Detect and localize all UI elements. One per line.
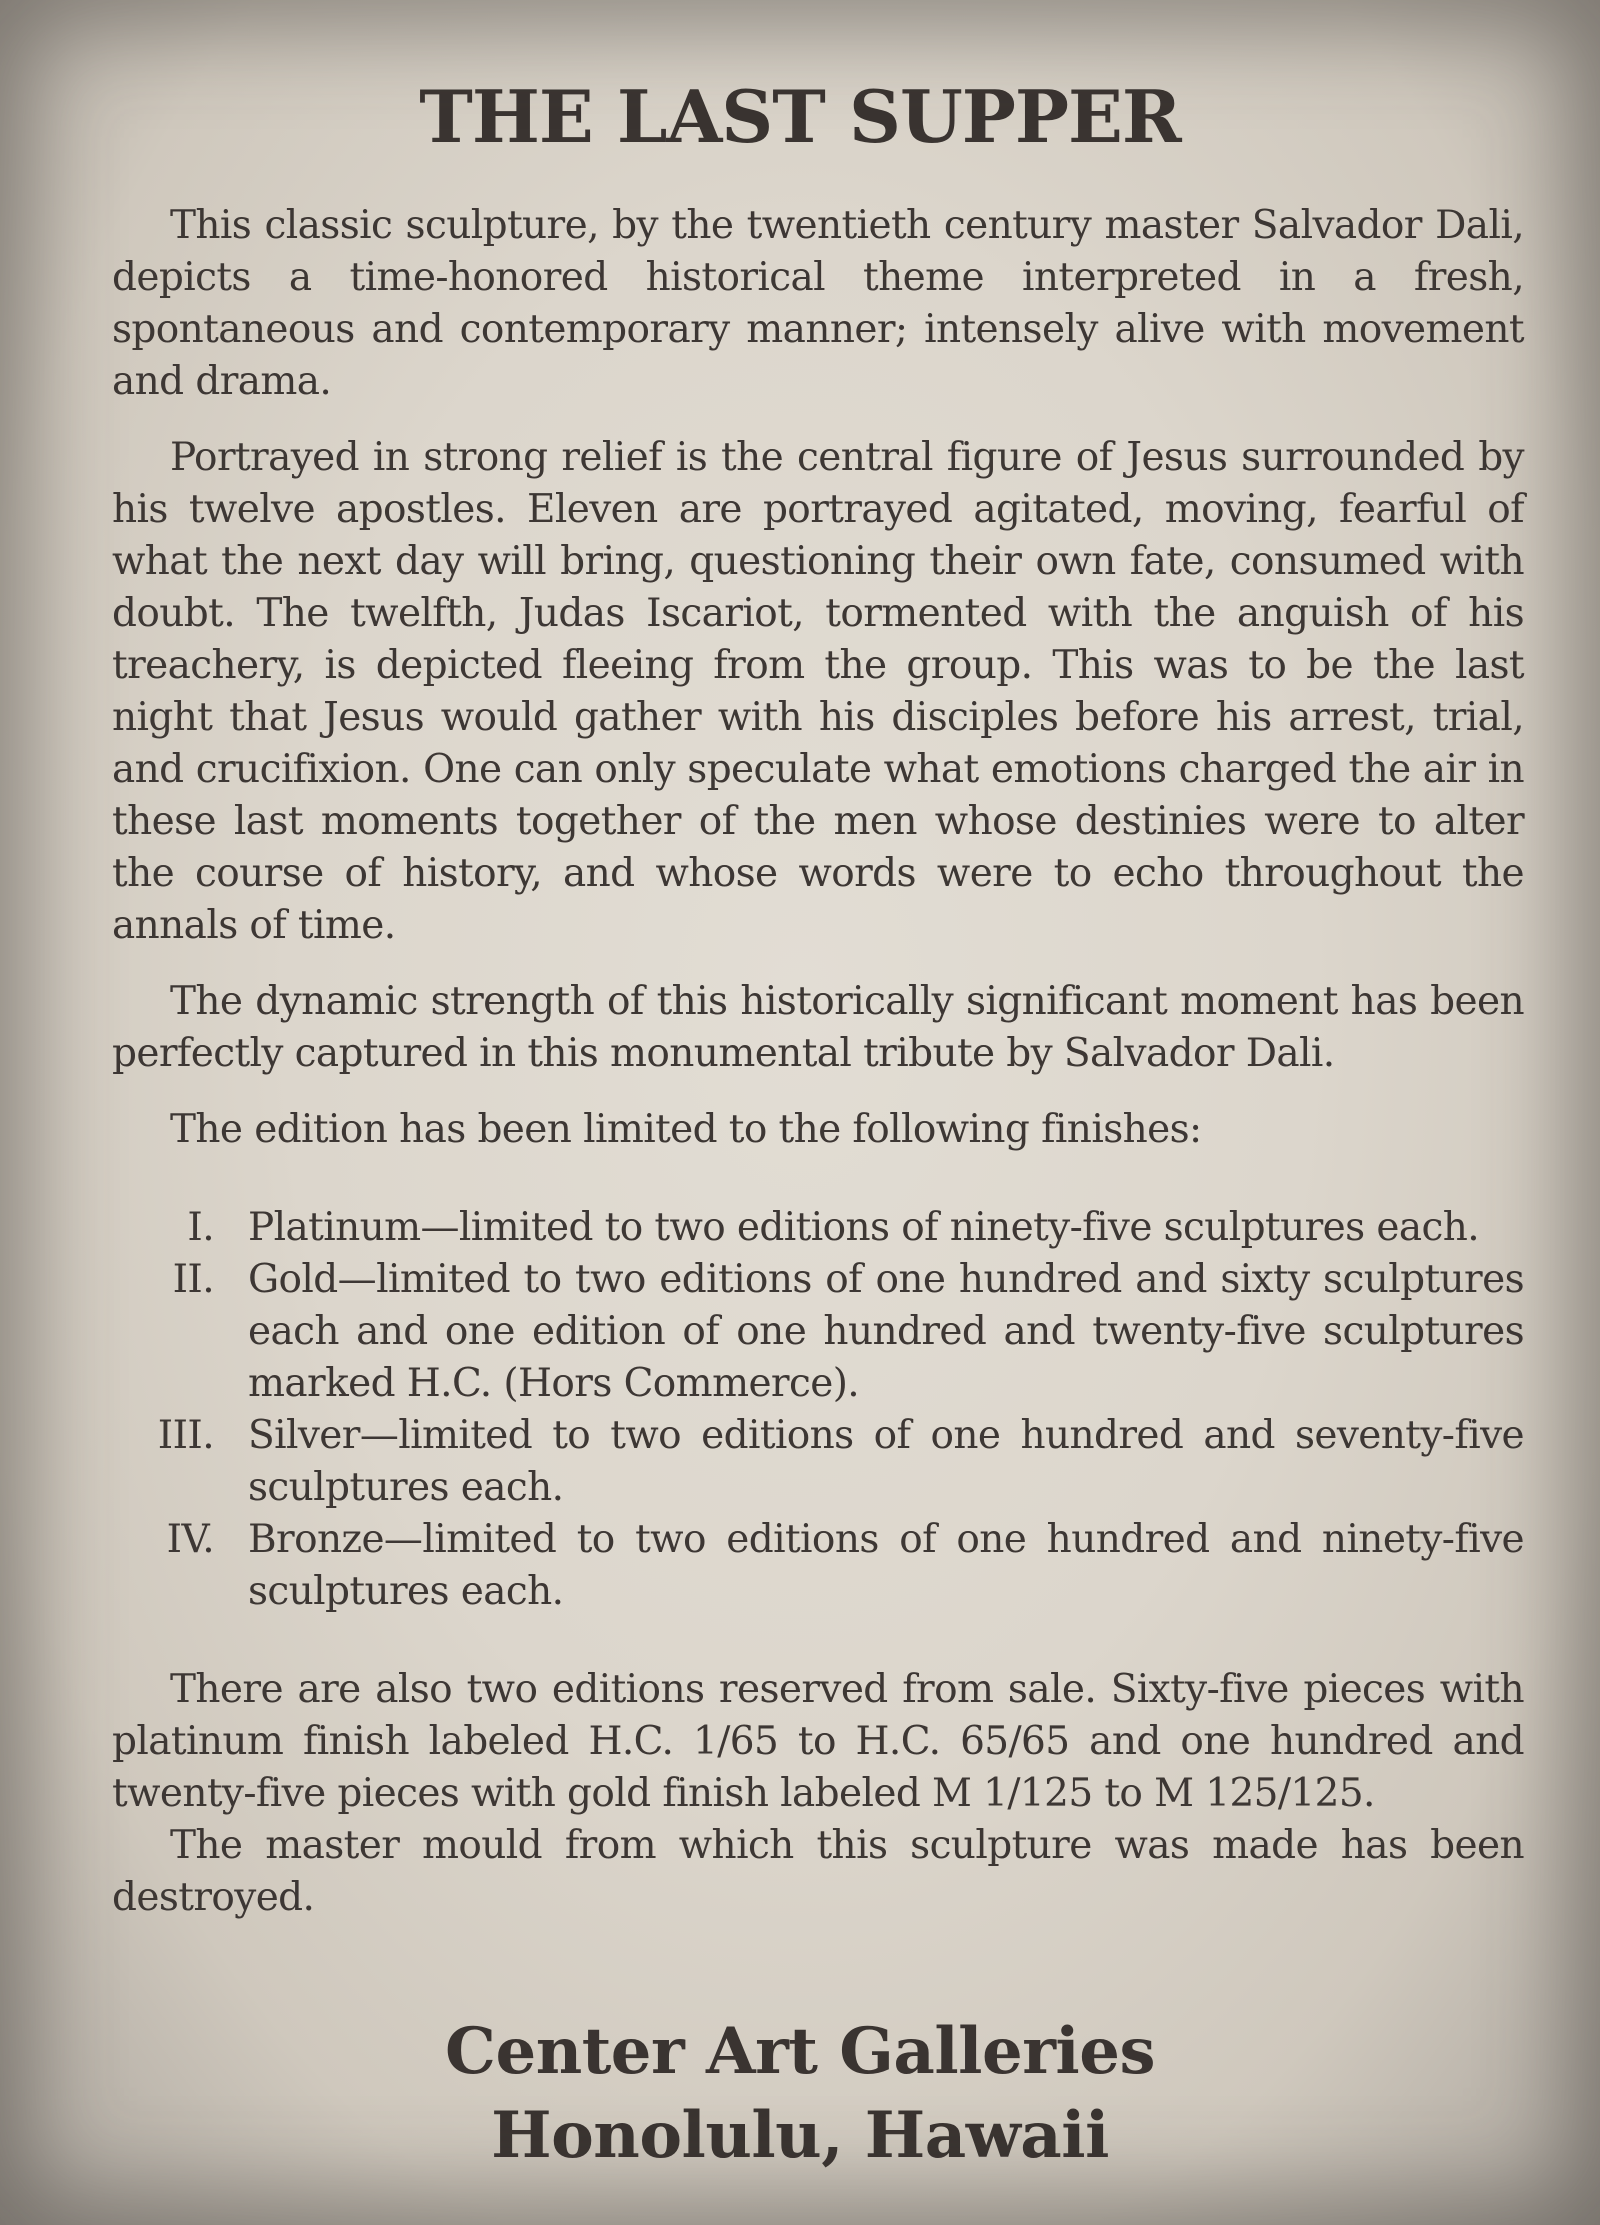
finish-item-silver (112, 1410, 1524, 1514)
gallery-footer (0, 2010, 1600, 2178)
finish-numeral: I. (187, 1205, 214, 1250)
finish-item-gold (112, 1254, 1524, 1410)
gallery-location: Honolulu, Hawaii (491, 2098, 1109, 2173)
finish-item-platinum (112, 1202, 1524, 1254)
finishes-list (112, 1202, 1524, 1618)
paragraph-reserved-editions: There are also two editions reserved from sale. Sixty-five pieces with platinum finish labeled H.C. 1/65 to H.C. 65/65 and one hundred and twenty-five pieces with gold finish labeled M 1/125 to M 125/125. (112, 1667, 1524, 1816)
finish-numeral: II. (172, 1257, 214, 1302)
document-body (112, 200, 1524, 1924)
document-title: THE LAST SUPPER (419, 74, 1181, 159)
finish-text: Gold—limited to two editions of one hundred and sixty sculptures each and one edition of one hundred and twenty-five sculptures marked H.C. (Hors Commerce). (248, 1257, 1524, 1406)
finishes-intro: The edition has been limited to the following finishes: (170, 1107, 1202, 1152)
finish-numeral: IV. (166, 1517, 214, 1562)
finish-item-bronze (112, 1514, 1524, 1618)
finish-text: Bronze—limited to two editions of one hundred and ninety-five sculptures each. (248, 1517, 1524, 1614)
finish-text: Silver—limited to two editions of one hundred and seventy-five sculptures each. (248, 1413, 1524, 1510)
finish-text: Platinum—limited to two editions of ninety-five sculptures each. (248, 1205, 1480, 1250)
paragraph-master-mould: The master mould from which this sculpture was made has been destroyed. (112, 1823, 1524, 1920)
paragraph-intro: This classic sculpture, by the twentieth century master Salvador Dali, depicts a time-honored historical theme interpreted in a fresh, spontaneous and contemporary manner; intensely alive with movement and drama. (112, 203, 1524, 404)
gallery-name: Center Art Galleries (445, 2014, 1155, 2089)
finish-numeral: III. (157, 1413, 214, 1458)
paragraph-tribute: The dynamic strength of this historically significant moment has been perfectly captured in this monumental tribute by Salvador Dali. (112, 979, 1524, 1076)
paragraph-description: Portrayed in strong relief is the central figure of Jesus surrounded by his twelve apostles. Eleven are portrayed agitated, moving, fearful of what the next day will bring, questioning their own fate, consumed with doubt. The twelfth, Judas Iscariot, tormented with the anguish of his treachery, is depicted fleeing from the group. This was to be the last night that Jesus would gather with his disciples before his arrest, trial, and crucifixion. One can only speculate what emotions charged the air in these last moments together of the men whose destinies were to alter the course of history, and whose words were to echo throughout the annals of time. (112, 435, 1524, 948)
